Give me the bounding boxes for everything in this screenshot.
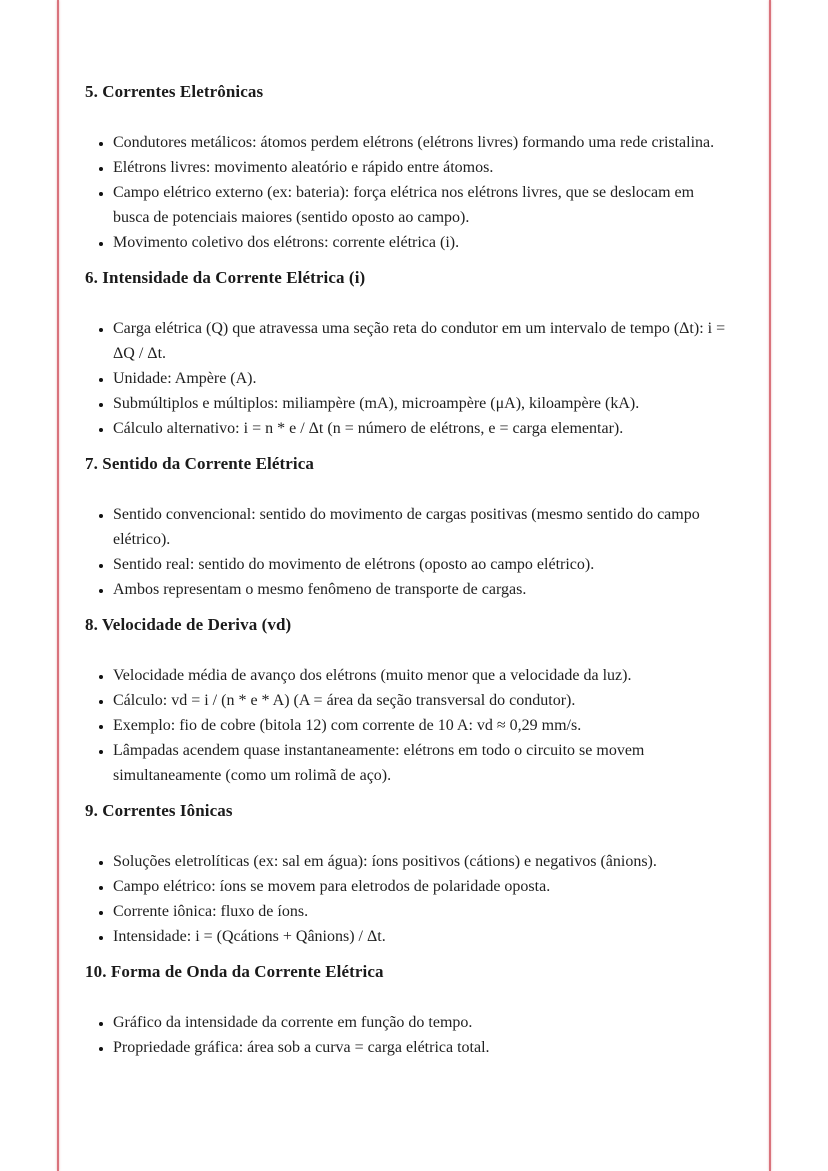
bullet-item: • Carga elétrica (Q) que atravessa uma seção reta do condutor em um intervalo de tempo (Δt): i = ΔQ / Δt. <box>113 316 733 366</box>
notes-section <box>85 799 733 949</box>
section-heading: 6. Intensidade da Corrente Elétrica (i) <box>85 268 366 287</box>
notes-section <box>85 452 733 602</box>
bullet-list <box>85 663 733 788</box>
bullet-item: • Campo elétrico externo (ex: bateria): força elétrica nos elétrons livres, que se deslocam em busca de potenciais maiores (sentido oposto ao campo). <box>113 180 733 230</box>
notes-section <box>85 960 733 1060</box>
section-heading: 7. Sentido da Corrente Elétrica <box>85 454 314 473</box>
bullet-item: • Intensidade: i = (Qcátions + Qânions) / Δt. <box>113 924 733 949</box>
bullet-item: • Movimento coletivo dos elétrons: corrente elétrica (i). <box>113 230 733 255</box>
notes-section <box>85 266 733 441</box>
page-border-left-line <box>57 0 59 1171</box>
bullet-list <box>85 1010 733 1060</box>
bullet-item: • Condutores metálicos: átomos perdem elétrons (elétrons livres) formando uma rede cristalina. <box>113 130 733 155</box>
bullet-item: • Elétrons livres: movimento aleatório e rápido entre átomos. <box>113 155 733 180</box>
bullet-item: • Soluções eletrolíticas (ex: sal em água): íons positivos (cátions) e negativos (ânions). <box>113 849 733 874</box>
bullet-list <box>85 316 733 441</box>
bullet-item: • Sentido convencional: sentido do movimento de cargas positivas (mesmo sentido do campo elétrico). <box>113 502 733 552</box>
section-heading: 5. Correntes Eletrônicas <box>85 82 264 101</box>
bullet-item: • Corrente iônica: fluxo de íons. <box>113 899 733 924</box>
section-heading: 9. Correntes Iônicas <box>85 801 233 820</box>
bullet-item: • Submúltiplos e múltiplos: miliampère (mA), microampère (μA), kiloampère (kA). <box>113 391 733 416</box>
bullet-item: • Gráfico da intensidade da corrente em função do tempo. <box>113 1010 733 1035</box>
bullet-list <box>85 849 733 949</box>
section-heading: 8. Velocidade de Deriva (vd) <box>85 615 292 634</box>
document-content <box>85 0 733 1060</box>
bullet-item: • Cálculo alternativo: i = n * e / Δt (n = número de elétrons, e = carga elementar). <box>113 416 733 441</box>
bullet-item: • Cálculo: vd = i / (n * e * A) (A = área da seção transversal do condutor). <box>113 688 733 713</box>
bullet-item: • Ambos representam o mesmo fenômeno de transporte de cargas. <box>113 577 733 602</box>
bullet-item: • Propriedade gráfica: área sob a curva = carga elétrica total. <box>113 1035 733 1060</box>
notes-section <box>85 80 733 255</box>
page-border-right-line <box>769 0 771 1171</box>
notes-section <box>85 613 733 788</box>
bullet-list <box>85 502 733 602</box>
bullet-item: • Exemplo: fio de cobre (bitola 12) com corrente de 10 A: vd ≈ 0,29 mm/s. <box>113 713 733 738</box>
bullet-item: • Sentido real: sentido do movimento de elétrons (oposto ao campo elétrico). <box>113 552 733 577</box>
section-heading: 10. Forma de Onda da Corrente Elétrica <box>85 962 384 981</box>
bullet-item: • Velocidade média de avanço dos elétrons (muito menor que a velocidade da luz). <box>113 663 733 688</box>
bullet-list <box>85 130 733 255</box>
bullet-item: • Unidade: Ampère (A). <box>113 366 733 391</box>
bullet-item: • Lâmpadas acendem quase instantaneamente: elétrons em todo o circuito se movem simultaneamente (como um rolimã de aço). <box>113 738 733 788</box>
bullet-item: • Campo elétrico: íons se movem para eletrodos de polaridade oposta. <box>113 874 733 899</box>
